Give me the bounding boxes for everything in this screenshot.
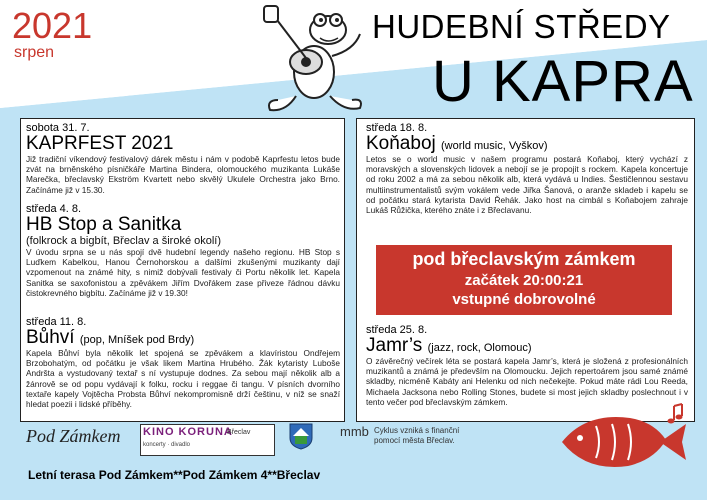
- event-subtitle: (pop, Mníšek pod Brdy): [79, 334, 195, 346]
- event-date: středa 25. 8.: [366, 324, 428, 336]
- title-line-2: U KAPRA: [432, 49, 694, 114]
- frog-with-guitar-illustration: [256, 0, 376, 130]
- event-description: Již tradiční víkendový festivalový dárek městu i nám v podobě Kaprfestu letos bude zvát na brněnského písničkáře Martina Bindera, olomouckého muzikanta Lukáše Marečka, břeclavský Ekström Kvartett nebo skvělý Ukulele Orchestra jako Brno. Začínáme již v 15.30.: [26, 153, 340, 195]
- kino-koruna-tagline: koncerty · divadlo: [143, 442, 191, 448]
- venue-line: pod břeclavským zámkem: [412, 249, 636, 269]
- event-name: [26, 134, 340, 154]
- venue-highlight-box: [376, 245, 672, 315]
- kino-koruna-logo: [140, 424, 275, 456]
- venue-address-line: Letní terasa Pod Zámkem**Pod Zámkem 4**Břeclav: [28, 468, 321, 482]
- red-fish-logo: [556, 402, 696, 482]
- event-konaboj: [366, 122, 688, 215]
- event-name: [366, 134, 688, 154]
- town-crest-icon: [288, 422, 314, 450]
- funding-note: [374, 426, 459, 445]
- event-date: středa 11. 8.: [26, 316, 87, 328]
- kino-koruna-name: KINO KORUNA: [143, 426, 233, 438]
- pod-zamkem-logo: Pod Zámkem: [26, 426, 121, 446]
- event-title: Jamr’s: [366, 335, 423, 356]
- title-line-1: HUDEBNÍ STŘEDY: [372, 8, 671, 45]
- event-jamrs: [366, 324, 688, 407]
- admission-line: vstupné dobrovolné: [452, 291, 596, 308]
- event-title: Bůhví: [26, 327, 75, 348]
- event-description: Kapela Bůhví byla několik let spojená se zpěvákem a klavíristou Ondřejem Brzobohatým, od počátku je však likem Martina Hrubého. Žák kytaristy Luboše Andršta a vystudovaný textař s ní vystupuje dodnes. Za sebou mají několik alb a žánrově se od popu vydávají k folku, rocku i reggae či tangu. V písních dvorního textaře kapely Vojtěcha Probsta Bůhví nekompromisně drží češtinu, v níž se snaží hledat poezii i lidské příběhy.: [26, 347, 340, 409]
- event-name: [26, 328, 340, 348]
- event-name: [366, 336, 688, 356]
- funding-note-line: Cyklus vzniká s finanční: [374, 426, 460, 435]
- kino-koruna-city: Břeclav: [227, 429, 251, 436]
- event-kaprfest: [26, 122, 340, 195]
- music-note-icon: [668, 404, 683, 424]
- event-title: KAPRFEST 2021: [26, 133, 174, 154]
- event-buhvi: [26, 316, 340, 409]
- event-title: Koňaboj: [366, 133, 436, 154]
- event-subtitle: (folkrock a bigbít, Břeclav a široké okolí): [26, 234, 222, 247]
- event-hb-stop-sanitka: [26, 203, 340, 298]
- event-description: Letos se o world music v našem programu postará Koňaboj, který vychází z moravských a slovenských lidovek a nebojí se je propojit s rockem. Kapela koncertuje od roku 2002 a má za sebou několik alb, která vydává u Indies. Šestičlennou sestavu multiinstrumentalistů svým vokálem vede Jiřka Šanová, o aranže skladeb i kapelu se od počátku stará kytarista David Řehák. Jako host na cimbál s Koňabojem zahraje Lukáš Růžička, kterého znáte i z Břeclavanu.: [366, 153, 688, 215]
- funding-note-line: pomocí města Břeclav.: [374, 435, 455, 445]
- event-subtitle: (jazz, rock, Olomouc): [427, 342, 532, 354]
- event-date: středa 4. 8.: [26, 203, 82, 215]
- start-time-line: začátek 20:00:21: [464, 272, 584, 289]
- event-date: sobota 31. 7.: [26, 122, 90, 134]
- header-year: 2021: [12, 5, 93, 46]
- mmb-logo: mmb: [340, 424, 369, 439]
- event-description: O závěrečný večírek léta se postará kapela Jamr’s, která je složená z profesionálních muzikantů a známá je především na Olomoucku. Jejich repertoárem jsou samé známé skladby, nicméně Kabáty ani Helenku od nich nečekejte. Pokud máte rádi Lou Reeda, Michaela Jacksona nebo Rolling Stones, budete si most jejich skladby poslechnout i v tento večer pod břeclavským zámkem.: [366, 355, 688, 407]
- event-date: středa 18. 8.: [366, 122, 428, 134]
- header-month: srpen: [14, 44, 55, 61]
- event-subtitle: (world music, Vyškov): [441, 140, 548, 152]
- event-title: HB Stop a Sanitka: [26, 214, 182, 235]
- event-description: V úvodu srpna se u nás spojí dvě hudební legendy našeho regionu. HB Stop s Luďkem Kabelkou, Hanou Černohorskou a dalšími zkušenými muzikanty dají vzpomenout na známé hity, s nimiž dobývali festivaly či Portu několik let. Kapela Sanitka se saxofonistou a zpěvákem Jiřím Dvořákem zase přiveze řádnou dávku čistokrevného bigbítu. Začínáme již v 19.30!: [26, 246, 340, 298]
